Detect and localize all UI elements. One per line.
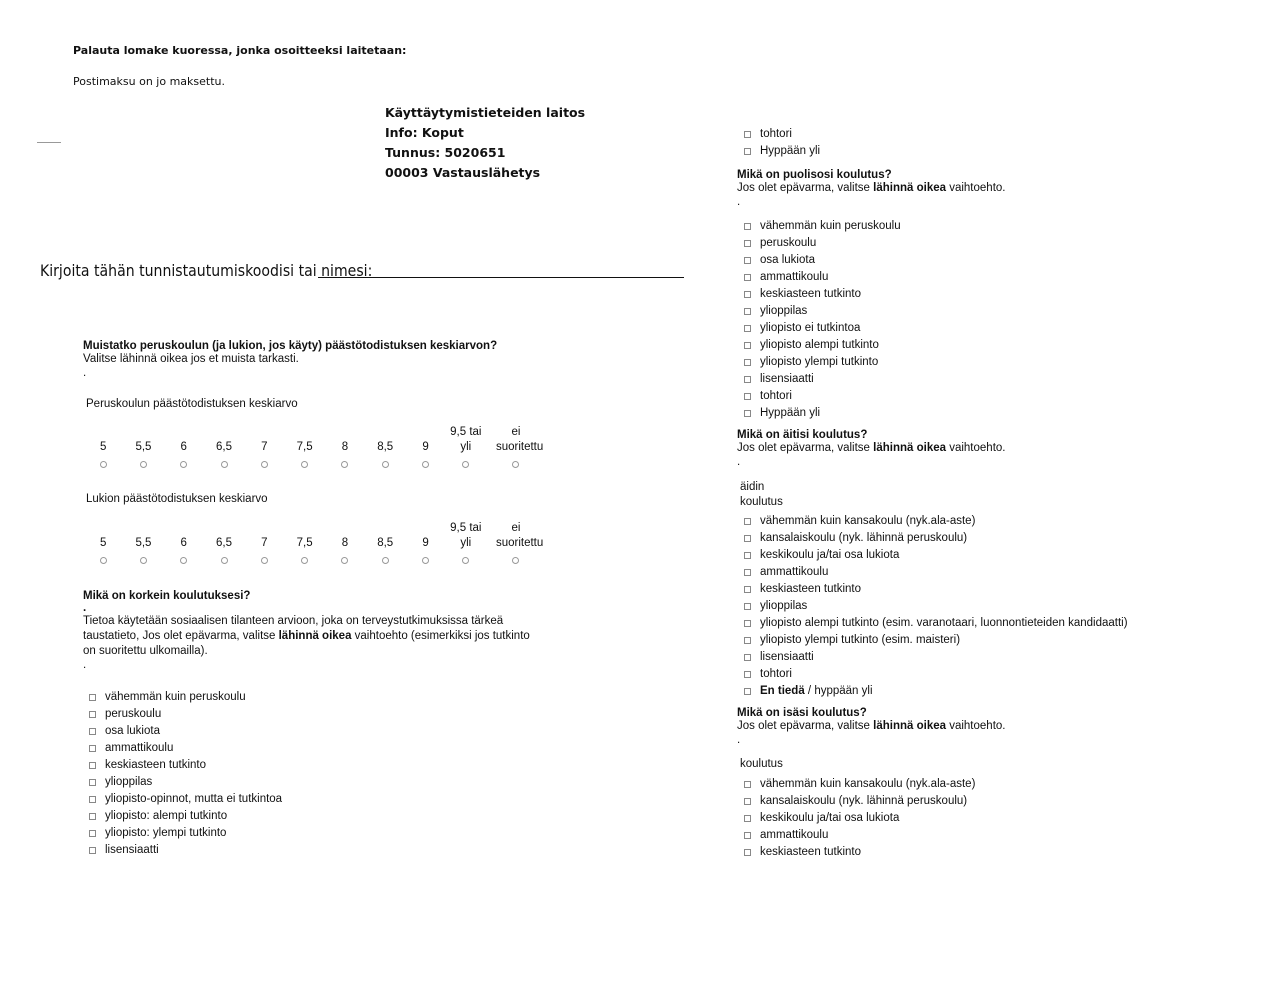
option-label: keskikoulu ja/tai osa lukiota: [760, 549, 900, 561]
checkbox-option[interactable]: [744, 598, 1128, 615]
sublabel-line: koulutus: [740, 496, 783, 508]
option-label: yliopisto ylempi tutkinto (esim. maisteri): [760, 634, 961, 646]
checkbox[interactable]: [744, 654, 751, 661]
scale-option[interactable]: [325, 521, 365, 567]
option-label: peruskoulu: [105, 708, 162, 720]
question-gpa: [83, 340, 643, 379]
checkbox[interactable]: [744, 849, 751, 856]
scale-option[interactable]: [164, 425, 204, 471]
radio-button[interactable]: [261, 461, 268, 468]
emphasis-text: lähinnä oikea: [873, 442, 947, 454]
option-label: / hyppään yli: [804, 685, 873, 697]
checkbox-option[interactable]: [744, 286, 901, 303]
checkbox[interactable]: [744, 815, 751, 822]
radio-button[interactable]: [512, 557, 519, 564]
checkbox[interactable]: [89, 745, 96, 752]
option-label: lisensiaatti: [760, 373, 814, 385]
scale-label: 7: [261, 441, 268, 453]
radio-button[interactable]: [221, 557, 228, 564]
question-title: Mikä on isäsi koulutus?: [737, 707, 867, 719]
checkbox-option[interactable]: [744, 564, 1128, 581]
radio-button[interactable]: [221, 461, 228, 468]
option-label: tohtori: [760, 128, 792, 140]
scale-option[interactable]: [83, 521, 123, 567]
question-title: Mikä on korkein koulutuksesi?: [83, 590, 251, 602]
option-label: osa lukiota: [105, 725, 160, 737]
scale-option[interactable]: [244, 425, 284, 471]
checkbox-option[interactable]: [744, 776, 975, 793]
checkbox[interactable]: [744, 359, 751, 366]
checkbox[interactable]: [744, 798, 751, 805]
checkbox[interactable]: [89, 694, 96, 701]
sublabel-line: äidin: [740, 481, 765, 493]
own-options-continued: [744, 126, 820, 160]
checkbox-option[interactable]: [89, 774, 282, 791]
scale-option[interactable]: [204, 521, 244, 567]
scale-label: 9: [422, 537, 429, 549]
instruction-text: Jos olet epävarma, valitse: [737, 720, 874, 732]
checkbox[interactable]: [744, 671, 751, 678]
checkbox-option[interactable]: [744, 235, 901, 252]
radio-button[interactable]: [140, 557, 147, 564]
checkbox[interactable]: [744, 781, 751, 788]
option-label: kansalaiskoulu (nyk. lähinnä peruskoulu): [760, 795, 968, 807]
scale-label: ei suoritettu: [495, 426, 544, 453]
option-label: yliopisto: alempi tutkinto: [105, 810, 228, 822]
scale-label: 7: [261, 537, 268, 549]
option-label: tohtori: [760, 668, 792, 680]
checkbox-option[interactable]: [744, 252, 901, 269]
scale-label: 6: [180, 537, 187, 549]
checkbox-option[interactable]: [744, 320, 901, 337]
option-label: vähemmän kuin peruskoulu: [105, 691, 246, 703]
emphasis-text: lähinnä oikea: [873, 720, 947, 732]
radio-button[interactable]: [462, 557, 469, 564]
checkbox-option[interactable]: [744, 303, 901, 320]
option-label: ylioppilas: [760, 305, 808, 317]
instruction-text: vaihtoehto.: [946, 442, 1006, 454]
scale-label: 5: [99, 441, 107, 453]
scale-label: 9,5 tai yli: [450, 522, 482, 549]
checkbox-option[interactable]: [744, 388, 901, 405]
scale-label: 6,5: [216, 537, 233, 549]
separator-dot: .: [83, 367, 87, 379]
separator-dot: .: [83, 659, 87, 671]
question-instruction: [83, 614, 543, 659]
radio-button[interactable]: [341, 557, 348, 564]
instruction-text: vaihtoehto.: [946, 720, 1006, 732]
address-line: Käyttäytymistieteiden laitos: [385, 105, 586, 120]
question-title: Mikä on äitisi koulutus?: [737, 429, 868, 441]
checkbox-option[interactable]: [744, 354, 901, 371]
scale-option[interactable]: [164, 521, 204, 567]
instruction-text: Jos olet epävarma, valitse: [737, 442, 874, 454]
scale-option[interactable]: [446, 521, 486, 567]
scale-option[interactable]: [244, 521, 284, 567]
checkbox-option[interactable]: [744, 143, 820, 160]
scale-option[interactable]: [365, 425, 405, 471]
scale-label: 8,5: [377, 537, 394, 549]
checkbox-option[interactable]: [89, 757, 282, 774]
checkbox-option[interactable]: [744, 530, 1128, 547]
scale-option[interactable]: [325, 425, 365, 471]
option-label: kansalaiskoulu (nyk. lähinnä peruskoulu): [760, 532, 968, 544]
option-label: peruskoulu: [760, 237, 817, 249]
checkbox[interactable]: [744, 569, 751, 576]
checkbox[interactable]: [744, 342, 751, 349]
scale-option[interactable]: [284, 425, 324, 471]
scale-label: 6: [180, 441, 187, 453]
father-sublabel: koulutus: [740, 758, 783, 770]
radio-button[interactable]: [341, 461, 348, 468]
address-line: Info: Koput: [385, 125, 464, 140]
option-label: keskikoulu ja/tai osa lukiota: [760, 812, 900, 824]
question-instruction: [737, 181, 1257, 196]
option-label: vähemmän kuin kansakoulu (nyk.ala-aste): [760, 515, 976, 527]
checkbox[interactable]: [89, 796, 96, 803]
checkbox[interactable]: [744, 620, 751, 627]
separator-dot: .: [83, 602, 87, 614]
option-label: yliopisto alempi tutkinto (esim. varanotaari, luonnontieteiden kandidaatti): [760, 617, 1128, 629]
checkbox[interactable]: [744, 688, 751, 695]
peruskoulu-label: Peruskoulun päästötodistuksen keskiarvo: [86, 398, 298, 410]
separator-dot: .: [737, 456, 741, 468]
checkbox-option[interactable]: [89, 740, 282, 757]
checkbox-option[interactable]: [744, 649, 1128, 666]
radio-button[interactable]: [422, 461, 429, 468]
option-label: yliopisto-opinnot, mutta ei tutkintoa: [105, 793, 283, 805]
father-options: [744, 776, 975, 861]
question-own-education: [83, 590, 543, 672]
option-label: keskiasteen tutkinto: [760, 583, 862, 595]
checkbox-option[interactable]: [744, 615, 1128, 632]
scale-option[interactable]: [486, 521, 546, 567]
scale-option[interactable]: [123, 521, 163, 567]
option-label: keskiasteen tutkinto: [760, 288, 862, 300]
scale-label: 5,5: [135, 441, 152, 453]
scale-label: ei suoritettu: [495, 522, 544, 549]
checkbox-option[interactable]: [744, 269, 901, 286]
scale-option[interactable]: [204, 425, 244, 471]
postage-note: Postimaksu on jo maksettu.: [73, 75, 225, 88]
checkbox-option[interactable]: [744, 810, 975, 827]
radio-button[interactable]: [382, 557, 389, 564]
checkbox-option[interactable]: [89, 706, 282, 723]
scale-option[interactable]: [446, 425, 486, 471]
spouse-options: [744, 218, 901, 422]
checkbox-option[interactable]: [744, 581, 1128, 598]
checkbox-option[interactable]: [89, 791, 282, 808]
separator-dot: .: [737, 734, 741, 746]
checkbox-option[interactable]: [89, 723, 282, 740]
checkbox[interactable]: [89, 813, 96, 820]
separator-dot: .: [737, 196, 741, 208]
checkbox[interactable]: [744, 240, 751, 247]
question-instruction: [737, 441, 1257, 456]
code-input-line[interactable]: [318, 277, 684, 278]
checkbox[interactable]: [89, 711, 96, 718]
checkbox-option[interactable]: [89, 842, 282, 859]
scale-option[interactable]: [405, 521, 445, 567]
checkbox[interactable]: [89, 830, 96, 837]
option-label: keskiasteen tutkinto: [105, 759, 207, 771]
checkbox-option[interactable]: [744, 337, 901, 354]
question-title: Muistatko peruskoulun (ja lukion, jos käyty) päästötodistuksen keskiarvon?: [83, 340, 498, 352]
scale-label: 8: [341, 441, 349, 453]
radio-button[interactable]: [422, 557, 429, 564]
scale-label: 5,5: [135, 537, 152, 549]
question-father: [737, 707, 1257, 746]
option-label: yliopisto: ylempi tutkinto: [105, 827, 227, 839]
scale-label: 8: [341, 537, 349, 549]
mother-sublabel: [740, 480, 783, 510]
lukio-label: Lukion päästötodistuksen keskiarvo: [86, 493, 268, 505]
radio-button[interactable]: [180, 461, 187, 468]
checkbox-option[interactable]: [89, 689, 282, 706]
scale-option[interactable]: [405, 425, 445, 471]
scale-label: 5: [99, 537, 107, 549]
checkbox[interactable]: [744, 603, 751, 610]
code-prompt: Kirjoita tähän tunnistautumiskoodisi tai nimesi:: [40, 261, 373, 280]
option-label: Hyppään yli: [760, 145, 821, 157]
checkbox[interactable]: [744, 223, 751, 230]
checkbox-option[interactable]: [744, 793, 975, 810]
return-address: [385, 103, 585, 183]
radio-button[interactable]: [512, 461, 519, 468]
option-label: keskiasteen tutkinto: [760, 846, 862, 858]
option-label: ylioppilas: [105, 776, 153, 788]
checkbox-option[interactable]: [744, 547, 1128, 564]
radio-button[interactable]: [301, 461, 308, 468]
scale-label: 8,5: [377, 441, 394, 453]
checkbox-option[interactable]: [744, 683, 1128, 700]
scale-label: 9: [422, 441, 429, 453]
option-label: osa lukiota: [760, 254, 815, 266]
option-label: yliopisto alempi tutkinto: [760, 339, 879, 351]
address-line: 00003 Vastauslähetys: [385, 165, 541, 180]
option-label: lisensiaatti: [760, 651, 814, 663]
checkbox-option[interactable]: [89, 825, 282, 842]
own-options: [89, 689, 282, 859]
checkbox-option[interactable]: [744, 632, 1128, 649]
checkbox[interactable]: [744, 325, 751, 332]
checkbox[interactable]: [744, 131, 751, 138]
scale-option[interactable]: [123, 425, 163, 471]
question-instruction: [737, 719, 1257, 734]
checkbox[interactable]: [744, 376, 751, 383]
checkbox[interactable]: [744, 518, 751, 525]
emphasis-text: lähinnä oikea: [278, 630, 352, 642]
checkbox[interactable]: [744, 410, 751, 417]
question-instruction: Valitse lähinnä oikea jos et muista tarkasti.: [83, 353, 299, 365]
option-label: tohtori: [760, 390, 792, 402]
checkbox[interactable]: [89, 762, 96, 769]
checkbox[interactable]: [744, 274, 751, 281]
checkbox[interactable]: [744, 257, 751, 264]
checkbox[interactable]: [744, 586, 751, 593]
mother-options: [744, 513, 1128, 700]
divider: [37, 142, 61, 143]
scale-label: 9,5 tai yli: [450, 426, 482, 453]
return-instruction: Palauta lomake kuoressa, jonka osoitteeksi laitetaan:: [73, 44, 407, 57]
question-title: Mikä on puolisosi koulutus?: [737, 169, 892, 181]
checkbox[interactable]: [744, 832, 751, 839]
option-label: yliopisto ylempi tutkinto: [760, 356, 879, 368]
checkbox-option[interactable]: [744, 126, 820, 143]
checkbox-option[interactable]: [89, 808, 282, 825]
checkbox[interactable]: [744, 148, 751, 155]
checkbox[interactable]: [744, 291, 751, 298]
emphasis-text: lähinnä oikea: [873, 182, 947, 194]
checkbox-option[interactable]: [744, 513, 1128, 530]
option-label: ylioppilas: [760, 600, 808, 612]
scale-option[interactable]: [83, 425, 123, 471]
option-label: ammattikoulu: [105, 742, 174, 754]
checkbox-option[interactable]: [744, 218, 901, 235]
option-label: vähemmän kuin kansakoulu (nyk.ala-aste): [760, 778, 976, 790]
checkbox-option[interactable]: [744, 666, 1128, 683]
radio-button[interactable]: [301, 557, 308, 564]
option-label-bold: En tiedä: [760, 685, 805, 697]
checkbox-option[interactable]: [744, 844, 975, 861]
checkbox[interactable]: [744, 552, 751, 559]
scale-option[interactable]: [365, 521, 405, 567]
checkbox[interactable]: [89, 779, 96, 786]
option-label: ammattikoulu: [760, 271, 829, 283]
peruskoulu-scale: [83, 425, 546, 471]
scale-label: 7,5: [296, 537, 313, 549]
option-label: vähemmän kuin peruskoulu: [760, 220, 901, 232]
scale-label: 7,5: [296, 441, 313, 453]
radio-button[interactable]: [140, 461, 147, 468]
checkbox[interactable]: [744, 308, 751, 315]
radio-button[interactable]: [462, 461, 469, 468]
checkbox[interactable]: [744, 637, 751, 644]
instruction-text: Jos olet epävarma, valitse: [737, 182, 874, 194]
radio-button[interactable]: [180, 557, 187, 564]
instruction-text: Tietoa käytetään sosiaalisen tilanteen arvioon, joka on terveystutkimuksissa tärkeä taustatieto, Jos olet epävarma, valitse: [83, 615, 504, 642]
scale-label: 6,5: [216, 441, 233, 453]
checkbox-option[interactable]: [744, 371, 901, 388]
option-label: ammattikoulu: [760, 566, 829, 578]
checkbox[interactable]: [744, 393, 751, 400]
scale-option[interactable]: [486, 425, 546, 471]
option-label: ammattikoulu: [760, 829, 829, 841]
checkbox[interactable]: [89, 847, 96, 854]
checkbox-option[interactable]: [744, 405, 901, 422]
checkbox-option[interactable]: [744, 827, 975, 844]
checkbox[interactable]: [744, 535, 751, 542]
radio-button[interactable]: [100, 461, 107, 468]
instruction-text: vaihtoehto (esimerkiksi jos tutkinto on suoritettu ulkomailla).: [83, 630, 530, 657]
option-label: lisensiaatti: [105, 844, 159, 856]
option-label: Hyppään yli: [760, 407, 821, 419]
checkbox[interactable]: [89, 728, 96, 735]
radio-button[interactable]: [261, 557, 268, 564]
option-label: yliopisto ei tutkintoa: [760, 322, 861, 334]
question-mother: [737, 429, 1257, 468]
scale-option[interactable]: [284, 521, 324, 567]
lukio-scale: [83, 521, 546, 567]
question-spouse: [737, 169, 1257, 208]
radio-button[interactable]: [100, 557, 107, 564]
radio-button[interactable]: [382, 461, 389, 468]
address-line: Tunnus: 5020651: [385, 145, 506, 160]
instruction-text: vaihtoehto.: [946, 182, 1006, 194]
